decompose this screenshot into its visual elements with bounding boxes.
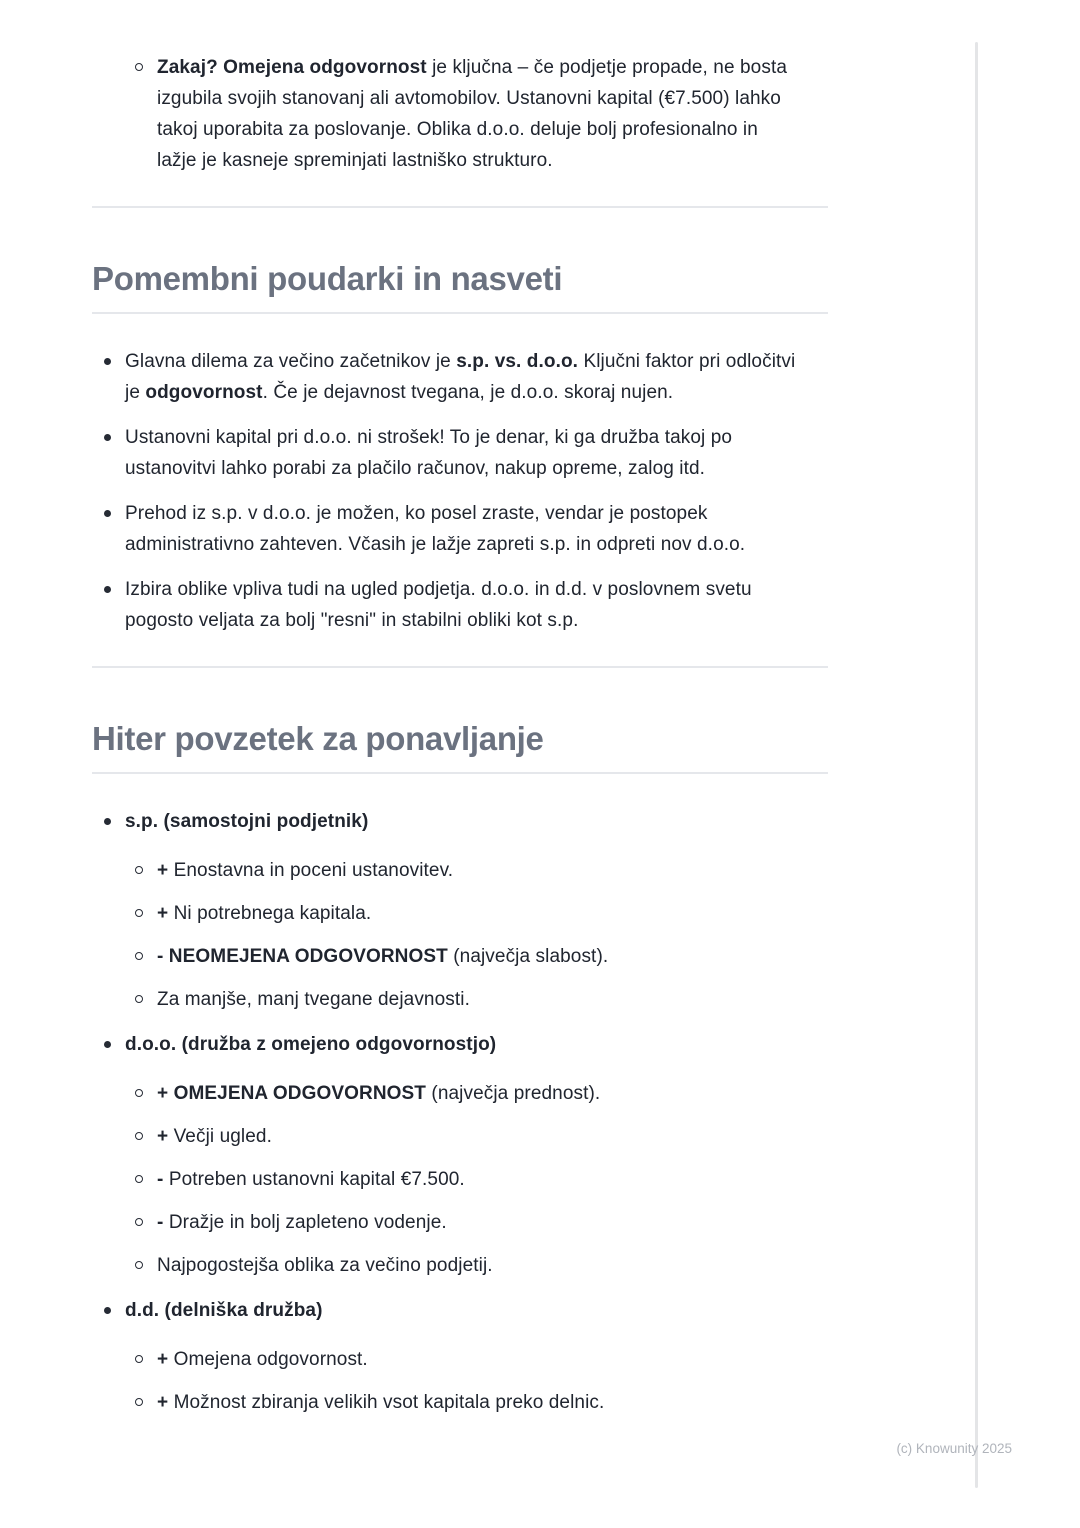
circle-bullet-icon (135, 1175, 143, 1183)
list-item-text: Prehod iz s.p. v d.o.o. je možen, ko posel zraste, vendar je postopek administrativno zahteven. Včasih je lažje zapreti s.p. in odpreti nov d.o.o. (125, 503, 746, 555)
list-item (125, 1207, 806, 1238)
disc-bullet-icon (104, 1307, 111, 1314)
disc-bullet-icon (104, 434, 111, 441)
section-heading-highlights: Pomembni poudarki in nasveti (92, 260, 828, 314)
circle-bullet-icon (135, 995, 143, 1003)
circle-bullet-icon (135, 1132, 143, 1140)
divider (92, 206, 828, 208)
list-item-text: Za manjše, manj tvegane dejavnosti. (157, 989, 470, 1010)
list-item-text: Izbira oblike vpliva tudi na ugled podjetja. d.o.o. in d.d. v poslovnem svetu pogosto veljata za bolj "resni" in stabilni obliki kot s.p. (125, 579, 752, 631)
disc-bullet-icon (104, 586, 111, 593)
list-item (125, 855, 806, 886)
section-heading-summary: Hiter povzetek za ponavljanje (92, 720, 828, 774)
list-item-text: Glavna dilema za večino začetnikov je s.p. vs. d.o.o. Ključni faktor pri odločitvi je odgovornost. Če je dejavnost tvegana, je d.o.o. skoraj nujen. (125, 351, 796, 403)
list-item-text: - Potreben ustanovni kapital €7.500. (157, 1169, 465, 1190)
list-item-text: - Dražje in bolj zapleteno vodenje. (157, 1212, 447, 1233)
list-item-text: + OMEJENA ODGOVORNOST (največja prednost). (157, 1083, 601, 1104)
list-item-group-doo (92, 1029, 828, 1281)
nested-bullet-list (125, 855, 806, 1015)
list-item-text: Ustanovni kapital pri d.o.o. ni strošek! To je denar, ki ga družba takoj po ustanovitvi lahko porabi za plačilo računov, nakup opreme, zalog itd. (125, 427, 733, 479)
list-item-text: Najpogostejša oblika za večino podjetij. (157, 1255, 493, 1276)
circle-bullet-icon (135, 1089, 143, 1097)
list-item (125, 984, 806, 1015)
nested-bullet-list (125, 1344, 806, 1418)
circle-bullet-icon (135, 866, 143, 874)
disc-bullet-icon (104, 818, 111, 825)
group-heading: s.p. (samostojni podjetnik) (125, 811, 369, 832)
list-item-text: + Možnost zbiranja velikih vsot kapitala preko delnic. (157, 1392, 605, 1413)
circle-bullet-icon (135, 909, 143, 917)
list-item-group-sp (92, 806, 828, 1015)
divider (92, 666, 828, 668)
circle-bullet-icon (135, 1355, 143, 1363)
list-item (125, 941, 806, 972)
list-item-text: + Večji ugled. (157, 1126, 272, 1147)
group-heading: d.o.o. (družba z omejeno odgovornostjo) (125, 1034, 497, 1055)
circle-bullet-icon (135, 63, 143, 71)
list-item (92, 422, 828, 484)
list-item (92, 498, 828, 560)
list-item (125, 1250, 806, 1281)
circle-bullet-icon (135, 1398, 143, 1406)
list-item (125, 898, 806, 929)
list-item (125, 1344, 806, 1375)
document-content (92, 52, 828, 1432)
list-item (125, 1164, 806, 1195)
scrollbar-track[interactable] (975, 42, 978, 1488)
circle-bullet-icon (135, 1218, 143, 1226)
list-item-group-dd (92, 1295, 828, 1418)
list-item (92, 574, 828, 636)
list-item (125, 1387, 806, 1418)
disc-bullet-icon (104, 510, 111, 517)
nested-bullet-list (125, 1078, 806, 1281)
copyright-watermark: (c) Knowunity 2025 (896, 1441, 1012, 1456)
disc-bullet-icon (104, 358, 111, 365)
disc-bullet-icon (104, 1041, 111, 1048)
circle-bullet-icon (135, 952, 143, 960)
list-item-text: Zakaj? Omejena odgovornost je ključna – če podjetje propade, ne bosta izgubila svojih stanovanj ali avtomobilov. Ustanovni kapital (€7.500) lahko takoj uporabita za poslovanje. Oblika d.o.o. deluje bolj profesionalno in lažje je kasneje spreminjati lastniško strukturo. (157, 57, 787, 171)
list-item-text: - NEOMEJENA ODGOVORNOST (največja slabost). (157, 946, 609, 967)
circle-bullet-icon (135, 1261, 143, 1269)
list-item (125, 1121, 806, 1152)
list-item (92, 52, 828, 176)
list-item-text: + Ni potrebnega kapitala. (157, 903, 372, 924)
highlights-list (92, 346, 828, 636)
list-item (125, 1078, 806, 1109)
list-item-text: + Omejena odgovornost. (157, 1349, 368, 1370)
list-item-text: + Enostavna in poceni ustanovitev. (157, 860, 454, 881)
list-item (92, 346, 828, 408)
intro-sub-list (92, 52, 828, 176)
group-heading: d.d. (delniška družba) (125, 1300, 323, 1321)
summary-list (92, 806, 828, 1418)
